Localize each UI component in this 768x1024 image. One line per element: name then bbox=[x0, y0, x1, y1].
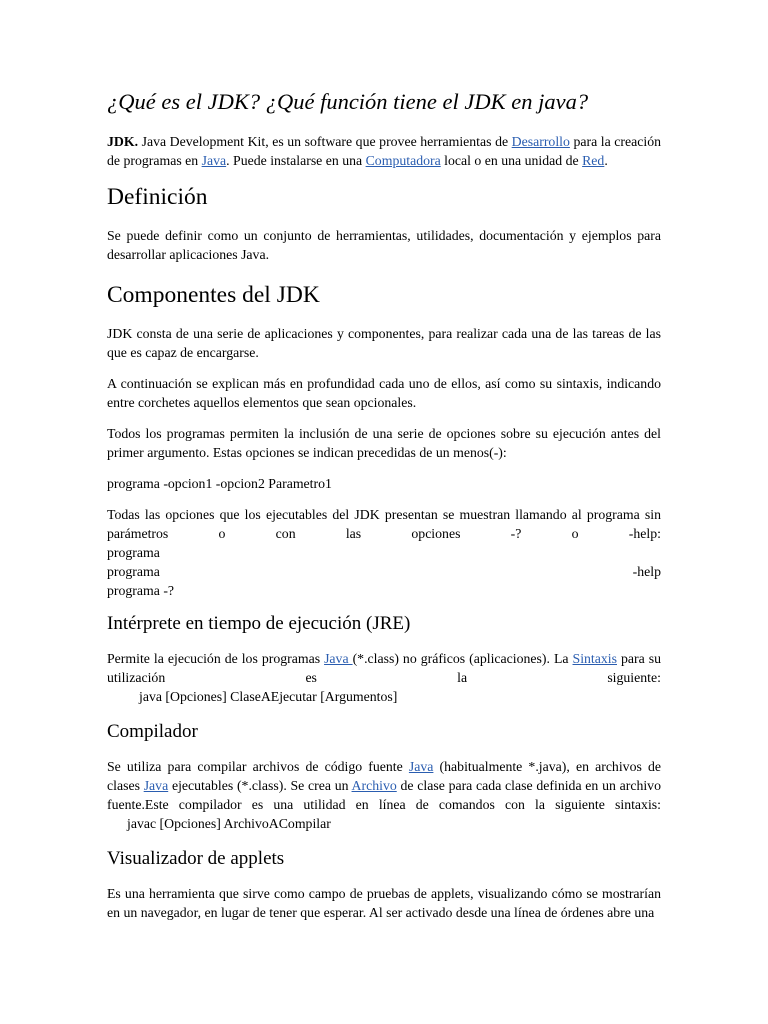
intro-paragraph: JDK. Java Development Kit, es un software que provee herramientas de Desarrollo para la creación de programas en Java. Puede instalarse en una Computadora local o en una unidad de Red. bbox=[107, 134, 661, 168]
link-red[interactable]: Red bbox=[582, 153, 605, 168]
definicion-paragraph: Se puede definir como un conjunto de herramientas, utilidades, documentación y ejemplos para desarrollar aplicaciones Java. bbox=[107, 228, 661, 262]
link-computadora[interactable]: Computadora bbox=[365, 153, 441, 168]
componentes-paragraph-3: Todos los programas permiten la inclusión de una serie de opciones sobre su ejecución antes del primer argumento. Estas opciones se indican precedidas de un menos(-): bbox=[107, 426, 661, 460]
link-desarrollo[interactable]: Desarrollo bbox=[511, 134, 570, 149]
page-title: ¿Qué es el JDK? ¿Qué función tiene el JDK en java? bbox=[107, 89, 589, 114]
options-example: programa -opcion1 -opcion2 Parametro1 bbox=[107, 476, 332, 491]
visualizador-paragraph: Es una herramienta que sirve como campo de pruebas de applets, visualizando cómo se mostrarían en un navegador, en lugar de tener que esperar. Al ser activado desde una línea de órdenes abre una bbox=[107, 886, 661, 920]
link-java-compilador-2[interactable]: Java bbox=[143, 778, 169, 793]
heading-definicion: Definición bbox=[107, 184, 208, 210]
link-java-compilador-1[interactable]: Java bbox=[408, 759, 434, 774]
intro-bold-term: JDK. bbox=[107, 134, 139, 149]
heading-jre: Intérprete en tiempo de ejecución (JRE) bbox=[107, 613, 411, 634]
link-sintaxis[interactable]: Sintaxis bbox=[572, 651, 617, 666]
link-archivo[interactable]: Archivo bbox=[351, 778, 397, 793]
heading-componentes: Componentes del JDK bbox=[107, 282, 320, 308]
componentes-paragraph-1: JDK consta de una serie de aplicaciones y componentes, para realizar cada una de las tareas de las que es capaz de encargarse. bbox=[107, 326, 661, 360]
compilador-paragraph: Se utiliza para compilar archivos de código fuente Java (habitualmente *.java), en archivos de clases Java ejecutables (*.class). Se crea un Archivo de clase para cada clase definida en un archivo fuente.Este compilador es una utilidad en línea de comandos con la siguiente sintaxis: javac [Opciones] ArchivoACompilar bbox=[107, 759, 661, 831]
componentes-paragraph-2: A continuación se explican más en profundidad cada uno de ellos, así como su sintaxis, indicando entre corchetes aquellos elementos que sean opcionales. bbox=[107, 376, 661, 410]
compilador-syntax: javac [Opciones] ArchivoACompilar bbox=[127, 816, 331, 831]
jre-paragraph: Permite la ejecución de los programas Java (*.class) no gráficos (aplicaciones). La Sintaxis para su utilización es la siguiente: java [Opciones] ClaseAEjecutar [Argumentos] bbox=[107, 651, 661, 704]
heading-visualizador: Visualizador de applets bbox=[107, 848, 285, 869]
heading-compilador: Compilador bbox=[107, 721, 198, 742]
link-java-jre[interactable]: Java bbox=[324, 651, 353, 666]
justified-line-parametros: parámetros o con las opciones -? o -help: bbox=[107, 526, 661, 541]
link-java[interactable]: Java bbox=[201, 153, 227, 168]
document-body bbox=[107, 88, 661, 934]
jre-syntax: java [Opciones] ClaseAEjecutar [Argumentos] bbox=[139, 689, 398, 704]
componentes-paragraph-4: Todas las opciones que los ejecutables del JDK presentan se muestran llamando al programa sin parámetros o con las opciones -? o -help: programa programa -help programa -? bbox=[107, 507, 661, 598]
